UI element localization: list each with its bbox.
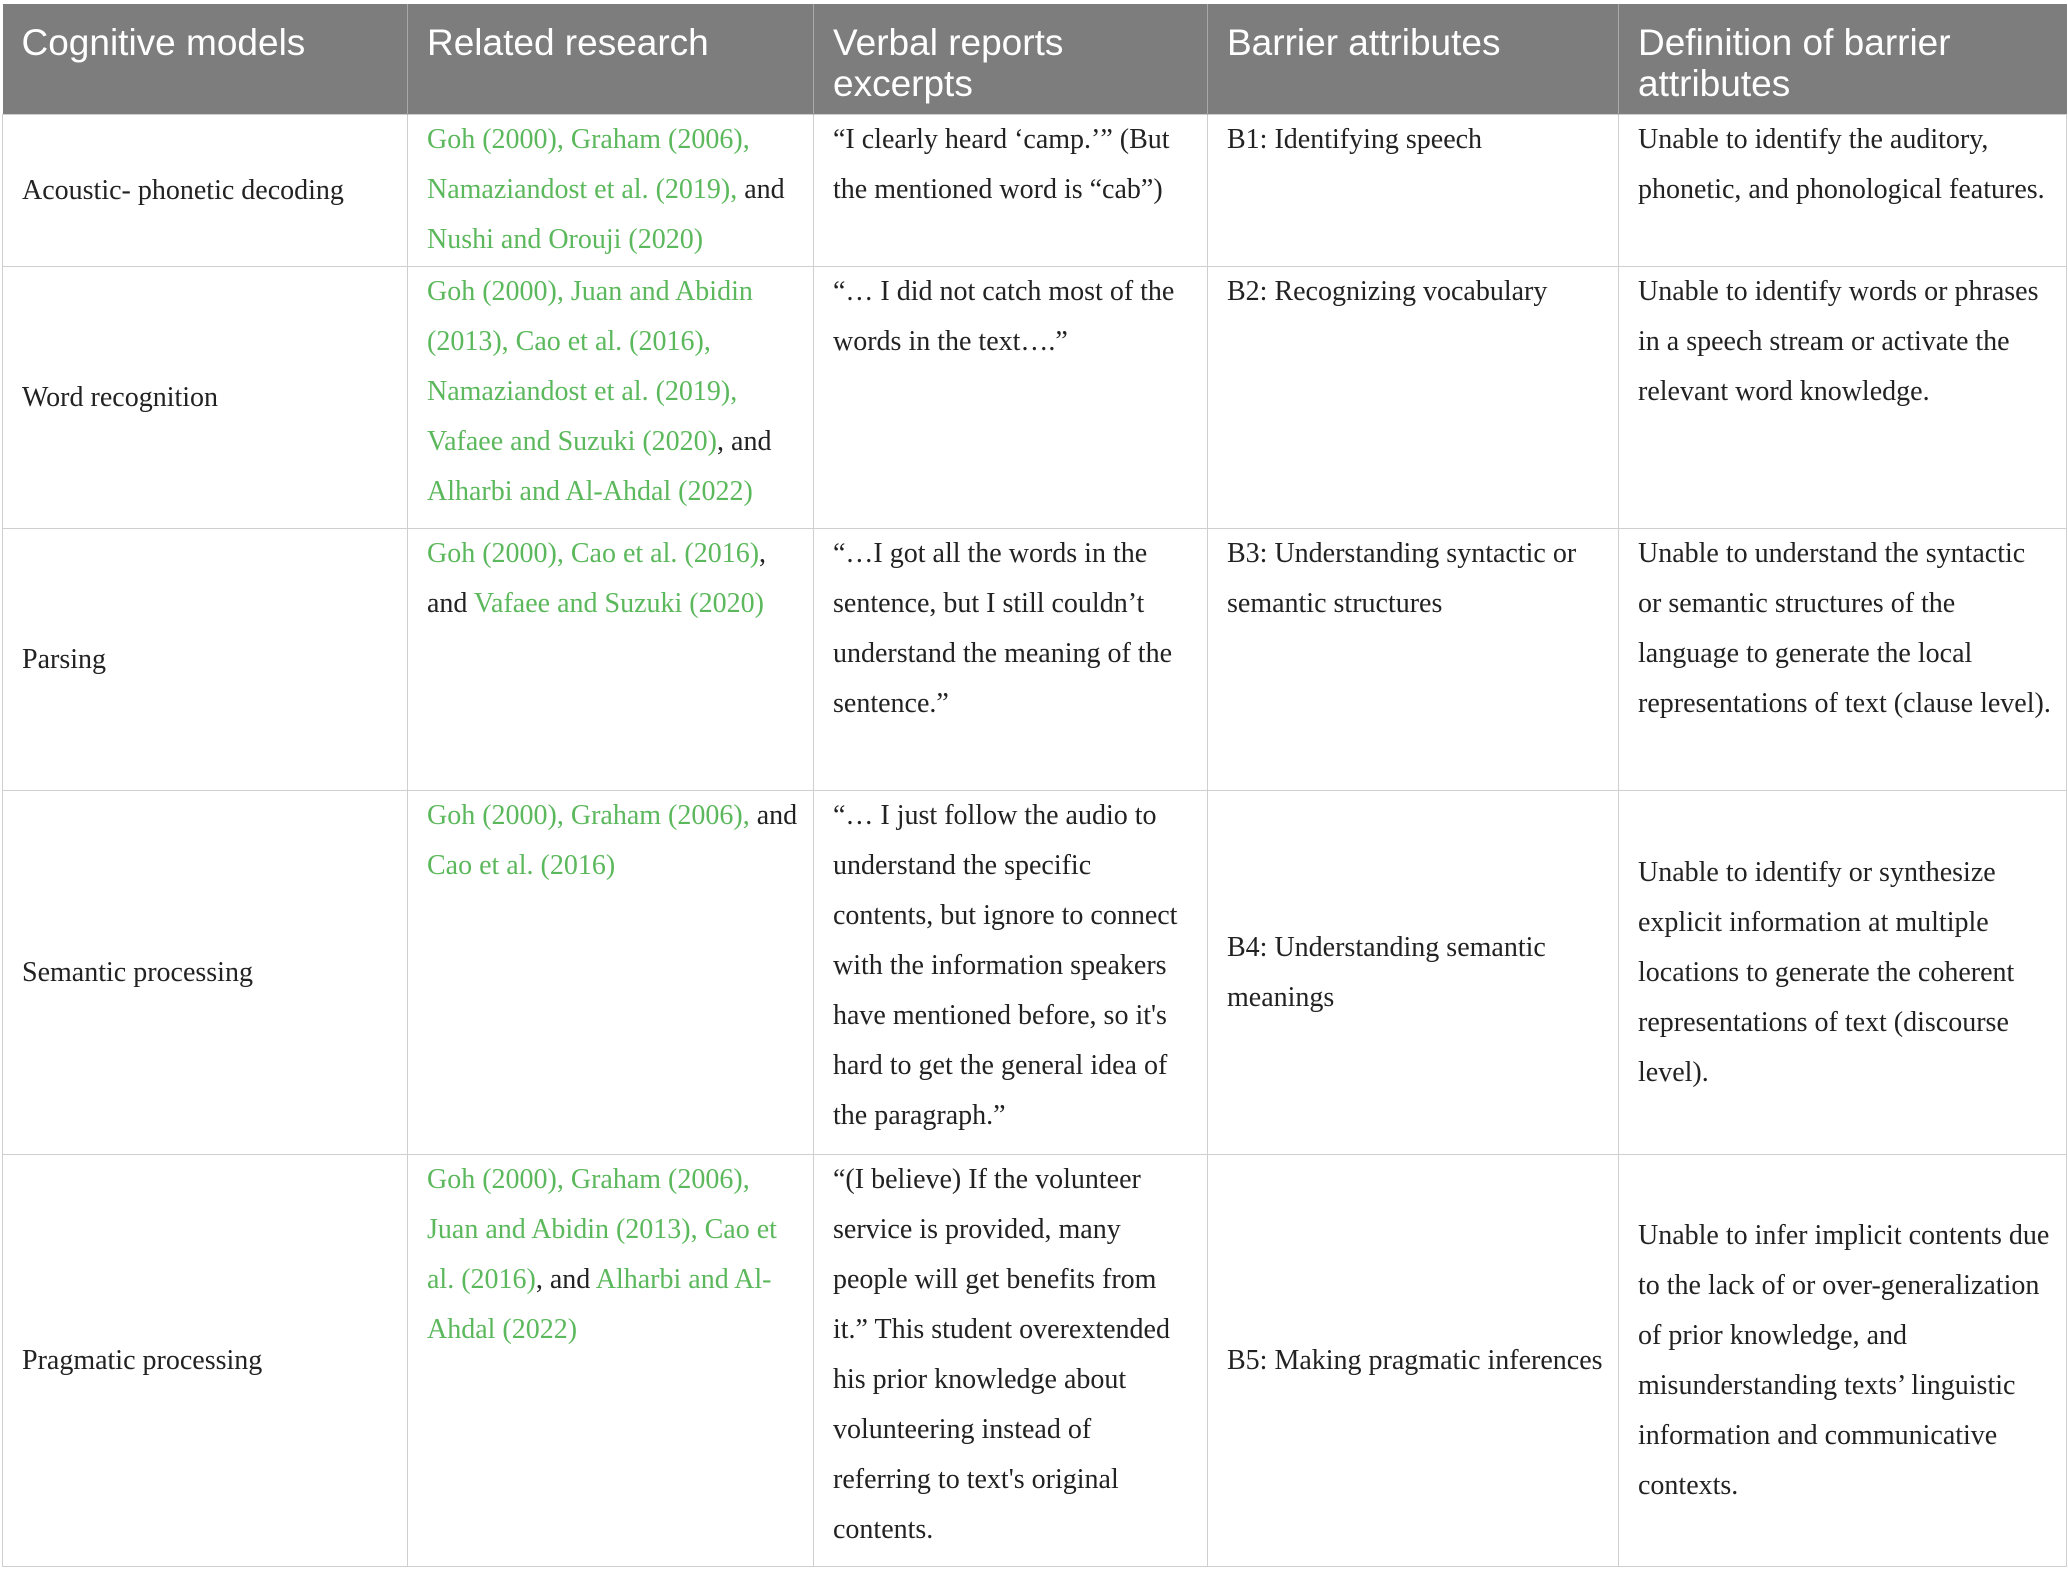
table-row	[3, 115, 2067, 267]
reference-connector: and	[749, 800, 798, 831]
barrier-attribute-cell: B1: Identifying speech	[1208, 115, 1619, 267]
related-research-cell	[408, 115, 814, 267]
reference-link[interactable]: Alharbi and Al-Ahdal (2022)	[427, 1264, 772, 1345]
header-barrier-attributes: Barrier attributes	[1208, 4, 1619, 115]
reference-connector: , and	[717, 426, 772, 457]
reference-link[interactable]: Goh (2000), Cao et al. (2016)	[427, 538, 760, 569]
reference-connector: , and	[427, 538, 767, 619]
barrier-attribute-cell: B2: Recognizing vocabulary	[1208, 267, 1619, 529]
header-definition-of-barrier-attributes: Definition of barrier attributes	[1619, 4, 2067, 115]
barrier-attributes-table	[2, 4, 2067, 1567]
barrier-definition-cell: Unable to identify or synthesize explicit information at multiple locations to generate the coherent representations of text (discourse level).	[1619, 791, 2067, 1155]
verbal-excerpt-cell: “… I did not catch most of the words in the text….”	[814, 267, 1208, 529]
header-row	[3, 4, 2067, 115]
cognitive-model-cell: Word recognition	[3, 267, 408, 529]
barrier-definition-cell: Unable to understand the syntactic or semantic structures of the language to generate the local representations of text (clause level).	[1619, 529, 2067, 791]
header-verbal-reports-excerpts: Verbal reports excerpts	[814, 4, 1208, 115]
related-research-cell	[408, 267, 814, 529]
reference-link[interactable]: Goh (2000), Juan and Abidin (2013), Cao et al. (2016), Namaziandost et al. (2019), Vafaee and Suzuki (2020)	[427, 276, 753, 457]
reference-link[interactable]: Vafaee and Suzuki (2020)	[473, 588, 764, 619]
reference-link[interactable]: Goh (2000), Graham (2006),	[427, 800, 750, 831]
reference-link[interactable]: Alharbi and Al-Ahdal (2022)	[427, 476, 753, 507]
reference-link[interactable]: Nushi and Orouji (2020)	[427, 224, 704, 255]
reference-link[interactable]: Goh (2000), Graham (2006), Namaziandost et al. (2019),	[427, 124, 750, 205]
reference-link[interactable]: Goh (2000), Graham (2006), Juan and Abidin (2013), Cao et al. (2016)	[427, 1164, 777, 1295]
related-research-cell	[408, 529, 814, 791]
barrier-attribute-cell: B5: Making pragmatic inferences	[1208, 1155, 1619, 1567]
barrier-attribute-cell: B3: Understanding syntactic or semantic structures	[1208, 529, 1619, 791]
barrier-attribute-cell: B4: Understanding semantic meanings	[1208, 791, 1619, 1155]
table-row	[3, 791, 2067, 1155]
barrier-definition-cell: Unable to identify words or phrases in a speech stream or activate the relevant word knowledge.	[1619, 267, 2067, 529]
verbal-excerpt-cell: “…I got all the words in the sentence, but I still couldn’t understand the meaning of the sentence.”	[814, 529, 1208, 791]
cognitive-model-cell: Acoustic- phonetic decoding	[3, 115, 408, 267]
table-row	[3, 529, 2067, 791]
related-research-cell	[408, 791, 814, 1155]
table-row	[3, 267, 2067, 529]
barrier-definition-cell: Unable to identify the auditory, phonetic, and phonological features.	[1619, 115, 2067, 267]
cognitive-model-cell: Semantic processing	[3, 791, 408, 1155]
barrier-attributes-table-container	[2, 4, 2066, 1567]
verbal-excerpt-cell: “(I believe) If the volunteer service is provided, many people will get benefits from it.” This student overextended his prior knowledge about volunteering instead of referring to text's original contents.	[814, 1155, 1208, 1567]
table-header	[3, 4, 2067, 115]
barrier-definition-cell: Unable to infer implicit contents due to the lack of or over-generalization of prior knowledge, and misunderstanding texts’ linguistic information and communicative contexts.	[1619, 1155, 2067, 1567]
table-body	[3, 115, 2067, 1567]
verbal-excerpt-cell: “… I just follow the audio to understand the specific contents, but ignore to connect with the information speakers have mentioned before, so it's hard to get the general idea of the paragraph.”	[814, 791, 1208, 1155]
reference-link[interactable]: Cao et al. (2016)	[427, 850, 616, 881]
header-related-research: Related research	[408, 4, 814, 115]
table-row	[3, 1155, 2067, 1567]
reference-connector: , and	[535, 1264, 596, 1295]
reference-connector: and	[737, 174, 785, 205]
cognitive-model-cell: Parsing	[3, 529, 408, 791]
header-cognitive-models: Cognitive models	[3, 4, 408, 115]
cognitive-model-cell: Pragmatic processing	[3, 1155, 408, 1567]
verbal-excerpt-cell: “I clearly heard ‘camp.’” (But the mentioned word is “cab”)	[814, 115, 1208, 267]
related-research-cell	[408, 1155, 814, 1567]
